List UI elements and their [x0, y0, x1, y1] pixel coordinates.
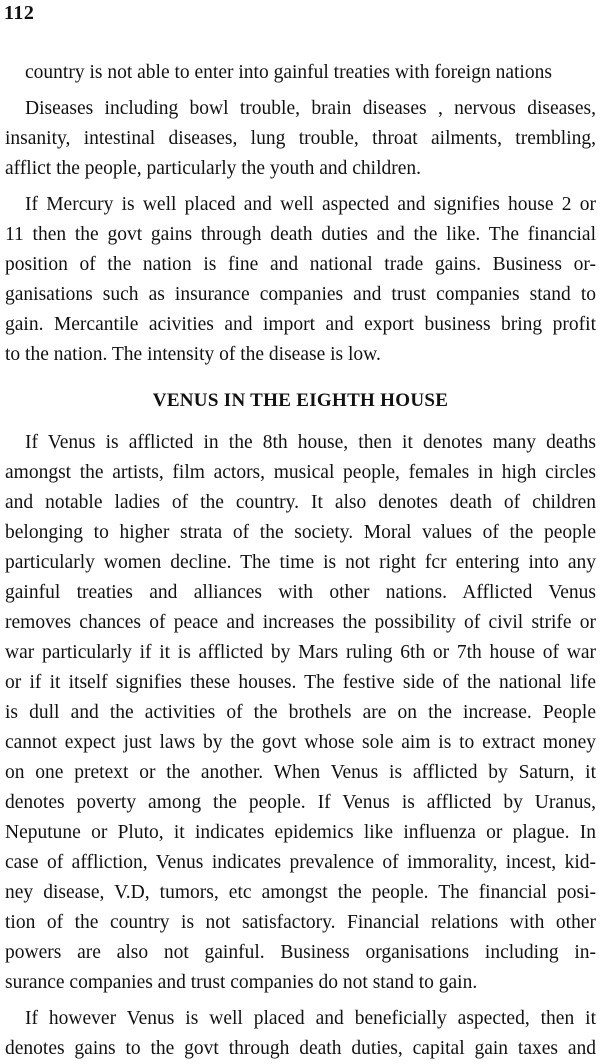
text-line: ney disease, V.D, tumors, etc amongst the people. The financial posi-: [5, 882, 596, 903]
text-line: amongst the artists, film actors, musical people, females in high circles: [5, 462, 596, 483]
text-line: and notable ladies of the country. It also denotes death of children: [5, 492, 596, 513]
page-number: 112: [4, 2, 35, 24]
text-line: removes chances of peace and increases the possibility of civil strife or: [5, 612, 596, 633]
paragraph: [5, 1004, 596, 1064]
text-line: cannot expect just laws by the govt whose sole aim is to extract money: [5, 732, 596, 753]
text-line: 11 then the govt gains through death duties and the like. The financial: [5, 224, 596, 245]
text-line: powers are also not gainful. Business organisations including in-: [5, 942, 596, 963]
paragraph: [5, 94, 596, 184]
text-line: is dull and the activities of the brothels are on the increase. People: [5, 702, 596, 723]
text-line: country is not able to enter into gainful treaties with foreign nations: [25, 62, 552, 83]
paragraph: [5, 58, 596, 88]
section-heading: VENUS IN THE EIGHTH HOUSE: [152, 390, 449, 411]
text-line: gainful treaties and alliances with other nations. Afflicted Venus: [5, 582, 596, 603]
text-line: denotes poverty among the people. If Venus is afflicted by Uranus,: [5, 792, 596, 813]
text-line: war particularly if it is afflicted by Mars ruling 6th or 7th house of war: [5, 642, 596, 663]
text-line: tion of the country is not satisfactory. Financial relations with other: [5, 912, 596, 933]
text-line: belonging to higher strata of the society. Moral values of the people: [5, 522, 596, 543]
text-line: on one pretext or the another. When Venus is afflicted by Saturn, it: [5, 762, 596, 783]
text-line: particularly women decline. The time is not right fcr entering into any: [5, 552, 596, 573]
text-line: to the nation. The intensity of the disease is low.: [5, 344, 381, 365]
text-line: If Mercury is well placed and well aspected and signifies house 2 or: [25, 194, 596, 215]
paragraph: [5, 190, 596, 370]
text-line: Neputune or Pluto, it indicates epidemics like influenza or plague. In: [5, 822, 596, 843]
text-line: insanity, intestinal diseases, lung trouble, throat ailments, trembling,: [5, 128, 596, 149]
text-line: afflict the people, particularly the youth and children.: [5, 158, 422, 179]
text-line: Diseases including bowl trouble, brain diseases , nervous diseases,: [25, 98, 596, 119]
paragraph: [5, 428, 596, 998]
text-line: If however Venus is well placed and beneficially aspected, then it: [25, 1008, 596, 1029]
text-line: position of the nation is fine and national trade gains. Business or-: [5, 254, 596, 275]
text-line: case of affliction, Venus indicates prevalence of immorality, incest, kid-: [5, 852, 596, 873]
text-line: or if it itself signifies these houses. The festive side of the national life: [5, 672, 596, 693]
text-line: surance companies and trust companies do not stand to gain.: [5, 972, 478, 993]
text-line: denotes gains to the govt through death duties, capital gain taxes and: [5, 1038, 596, 1059]
text-line: ganisations such as insurance companies and trust companies stand to: [5, 284, 596, 305]
page-content: [5, 58, 596, 1064]
text-line: gain. Mercantile acivities and import and export business bring profit: [5, 314, 596, 335]
text-line: If Venus is afflicted in the 8th house, then it denotes many deaths: [25, 432, 596, 453]
